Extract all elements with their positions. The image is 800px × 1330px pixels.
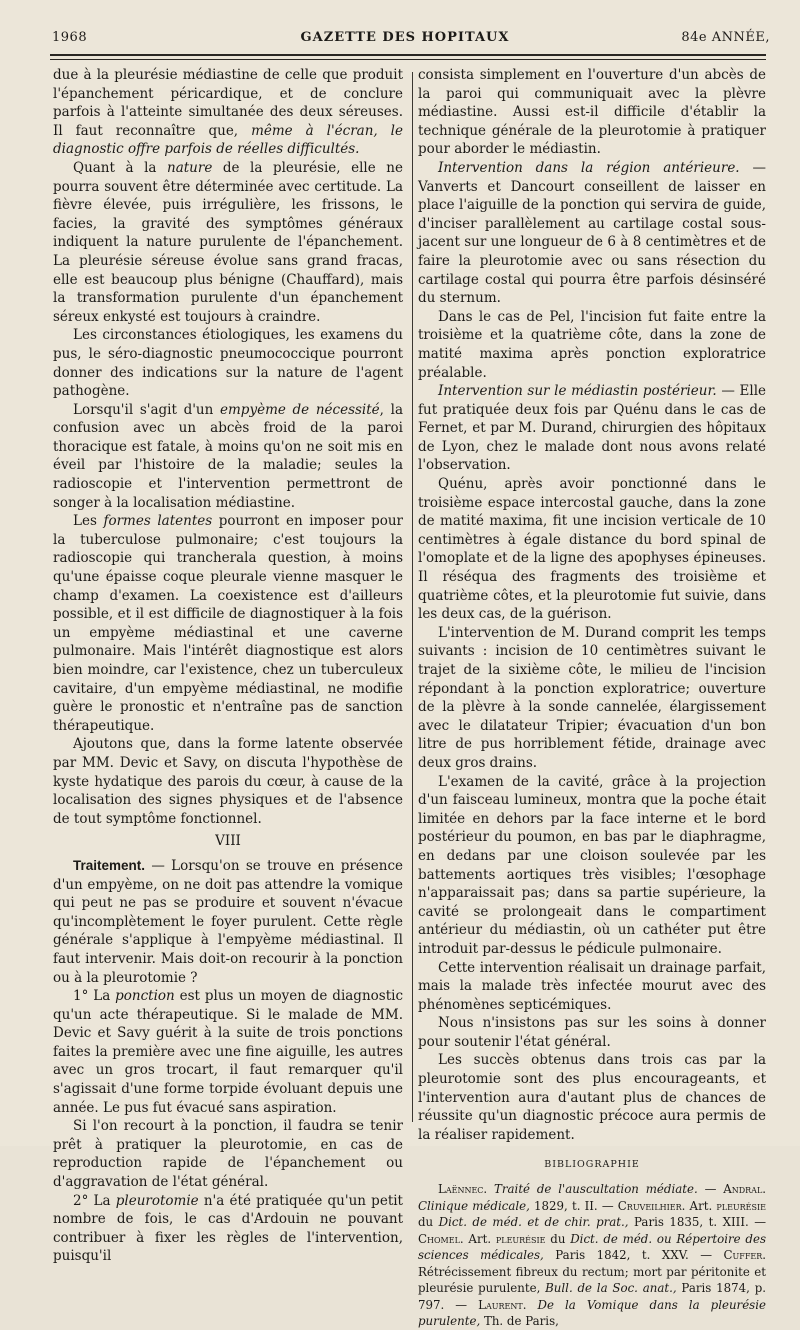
paragraph: due à la pleurésie médiastine de celle que produit l'épanchement péricardique, et de conclure parfois à l'atteinte simultanée des deux séreuses. Il faut reconnaître que, même à l'écran, le diagnostic offre parfois de réelles difficultés. (53, 67, 403, 158)
page-number: 1968 (52, 30, 88, 45)
header-rule-thin (50, 59, 766, 60)
paragraph: consista simplement en l'ouverture d'un abcès de la paroi qui communiquait avec la plèvre médiastine. Aussi est-il difficile d'établir la technique générale de la pleurotomie à pratiquer pour aborder le médiastin. (418, 67, 766, 158)
section-title: Traitement. (73, 857, 146, 873)
bibliography-heading: BIBLIOGRAPHIE (544, 1159, 640, 1171)
paragraph: Intervention dans la région antérieure. — Vanverts et Dancourt conseillent de laisser en place l'aiguille de la ponction qui servira de guide, d'inciser parallèlement au cartilage costal sous-jacent sur une longueur de 6 à 8 centimètres et de faire la pleurotomie avec ou sans résection du cartilage costal qui pourra être parfois désinséré du sternum. (418, 159, 767, 307)
paragraph: Les formes latentes pourront en imposer pour la tuberculose pulmonaire; c'est toujours la radioscopie qui trancherala question, à moins qu'une épaisse coque pleurale vienne masquer le champ d'examen. La coexistence est d'ailleurs possible, et il est difficile de diagnostiquer à la fois un empyème médiastinal et une caverne pulmonaire. Mais l'intérêt diagnostique est alors bien moindre, car l'existence, chez un tuberculeux cavitaire, d'un empyème médiastinal, ne modifie guère le pronostic et n'entraîne pas de sanction thérapeutique. (53, 513, 403, 734)
left-column (53, 66, 403, 1266)
paragraph: Traitement. — Lorsqu'on se trouve en présence d'un empyème, on ne doit pas attendre la vomique qui peut ne pas se produire et souvent n'évacue qu'incomplètement le foyer purulent. Cette règle générale s'applique à l'empyème médiastinal. Il faut intervenir. Mais doit-on recourir à la ponction ou à la pleurotomie ? (53, 857, 403, 986)
header-rule-thick (50, 54, 766, 56)
column-divider (412, 72, 413, 1122)
year-label: 84e ANNÉE, (681, 30, 770, 45)
bibliography: Laënnec. Traité de l'auscultation médiate. — Andral. Clinique médicale, 1829, t. II. — Cruveilhier. Art. pleurésie du Dict. de méd. et de chir. prat., Paris 1835, t. XIII. — Chomel. Art. pleurésie du Dict. de méd. ou Répertoire des sciences médicales, Paris 1842, t. XXV. — Cuffer. Rétrécissement fibreux du rectum; mort par péritonite et pleurésie purulente, Bull. de la Soc. anat., Paris 1874, p. 797. — Laurent. De la Vomique dans la pleurésie purulente, Th. de Paris, (418, 1182, 767, 1329)
paragraph: Les circonstances étiologiques, les examens du pus, le séro-diagnostic pneumococcique pourront donner des indications sur la nature de l'agent pathogène. (53, 327, 403, 400)
paragraph: Cette intervention réalisait un drainage parfait, mais la malade très infectée mourut avec des phénomènes septicémiques. (418, 959, 766, 1013)
paragraph: Si l'on recourt à la ponction, il faudra se tenir prêt à pratiquer la pleurotomie, en cas de reproduction rapide de l'épanchement ou d'aggravation de l'état général. (53, 1118, 403, 1191)
paragraph: Intervention sur le médiastin postérieur. — Elle fut pratiquée deux fois par Quénu dans le cas de Fernet, et par M. Durand, chirurgien des hôpitaux de Lyon, chez le malade dont nous avons relaté l'observation. (418, 383, 767, 474)
journal-title: GAZETTE DES HOPITAUX (300, 30, 510, 45)
paragraph: L'intervention de M. Durand comprit les temps suivants : incision de 10 centimètres suivant le trajet de la sixième côte, le milieu de l'incision répondant à la ponction exploratrice; ouverture de la plèvre à la sonde cannelée, élargissement avec le dilatateur Tripier; évacuation d'un bon litre de pus horriblement fétide, drainage avec deux gros drains. (418, 624, 766, 771)
page-header (40, 28, 770, 52)
paragraph: Ajoutons que, dans la forme latente observée par MM. Devic et Savy, on discuta l'hypothèse de kyste hydatique des parois du cœur, à cause de la localisation des signes physiques et de l'absence de tout symptôme fonctionnel. (53, 736, 403, 827)
paragraph: 2° La pleurotomie n'a été pratiquée qu'un petit nombre de fois, le cas d'Ardouin ne pouvant contribuer à fixer les règles de l'intervention, puisqu'il (53, 1192, 403, 1265)
paragraph: Quant à la nature de la pleurésie, elle ne pourra souvent être déterminée avec certitude. La fièvre élevée, puis irrégulière, les frissons, le facies, la gravité des symptômes généraux indiquent la nature purulente de l'épanchement. La pleurésie séreuse évolue sans grand fracas, elle est beaucoup plus bénigne (Chauffard), mais la transformation purulente d'un épanchement séreux enkysté est toujours à craindre. (53, 159, 403, 325)
paragraph: Lorsqu'il s'agit d'un empyème de nécessité, la confusion avec un abcès froid de la paroi thoracique est fatale, à moins qu'on ne soit mis en éveil par l'histoire de la maladie; seules la radioscopie et l'intervention permettront de songer à la localisation médiastine. (53, 401, 404, 511)
paragraph: Quénu, après avoir ponctionné dans le troisième espace intercostal gauche, dans la zone de matité maxima, fit une incision verticale de 10 centimètres à égale distance du bord spinal de l'omoplate et de la ligne des apophyses épineuses. Il réséqua des fragments des troisième et quatrième côtes, et la pleurotomie fut suivie, dans les deux cas, de la guérison. (418, 476, 766, 623)
paragraph: Dans le cas de Pel, l'incision fut faite entre la troisième et la quatrième côte, dans la zone de matité maxima après ponction exploratrice préalable. (418, 308, 766, 381)
section-number: VIII (215, 833, 241, 850)
paragraph: Les succès obtenus dans trois cas par la pleurotomie sont des plus encourageants, et l'intervention aura d'autant plus de chances de réussite qu'un diagnostic précoce aura permis de la réaliser rapidement. (418, 1052, 766, 1143)
paragraph: 1° La ponction est plus un moyen de diagnostic qu'un acte thérapeutique. Si le malade de MM. Devic et Savy guérit à la suite de trois ponctions faites la première avec une fine aiguille, les autres avec un gros trocart, il faut remarquer qu'il s'agissait d'une forme torpide évoluant depuis une année. Le pus fut évacué sans aspiration. (53, 988, 404, 1116)
paragraph: L'examen de la cavité, grâce à la projection d'un faisceau lumineux, montra que la poche était limitée en dehors par la face interne et le bord postérieur du poumon, en bas par le diaphragme, en dedans par une cloison soulevée par les battements aortiques très visibles; l'œsophage n'apparaissait pas; dans sa partie supérieure, la cavité se prolongeait dans le compartiment antérieur du médiastin, où un cathéter put être introduit par-dessus le pédicule pulmonaire. (418, 773, 766, 957)
right-column (418, 66, 766, 1330)
paragraph: Nous n'insistons pas sur les soins à donner pour soutenir l'état général. (418, 1015, 766, 1050)
